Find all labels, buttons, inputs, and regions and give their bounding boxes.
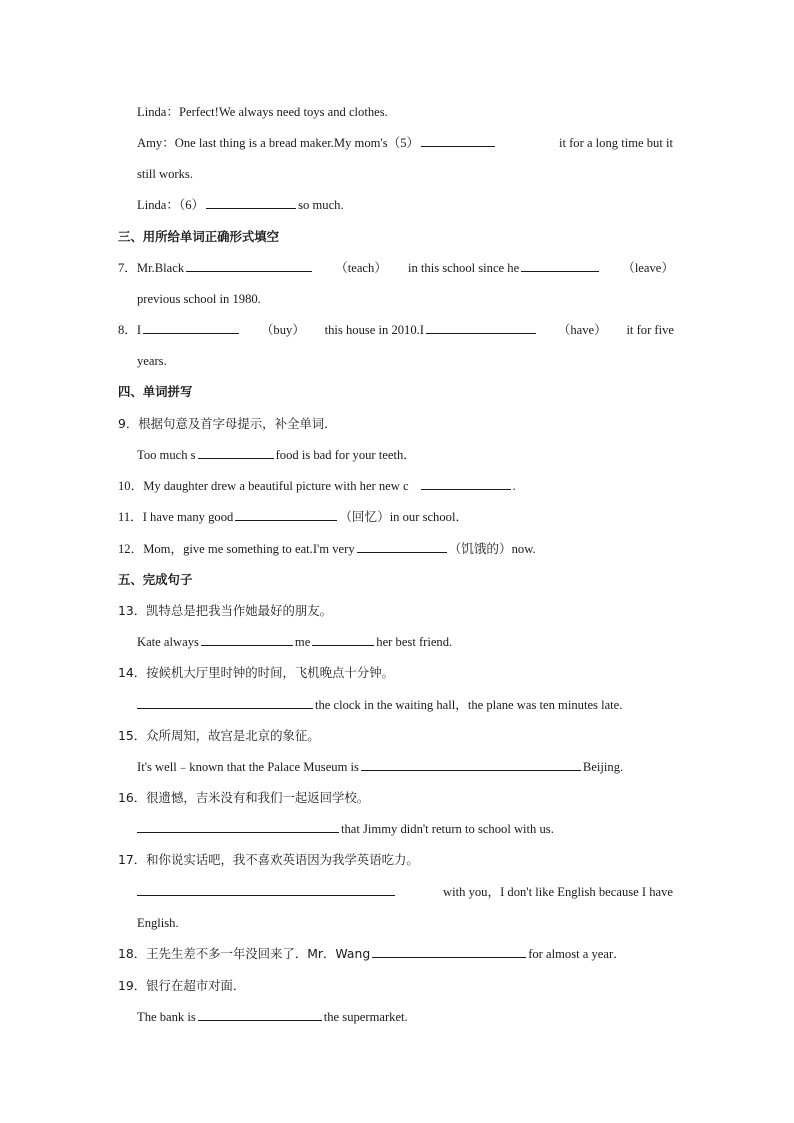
question-16-sentence: that Jimmy didn't return to school with us. xyxy=(137,820,554,838)
answer-blank-7a[interactable] xyxy=(186,259,312,272)
question-8: 8．I （buy） this house in 2010.I （have） it for five xyxy=(118,323,674,337)
answer-blank-9[interactable] xyxy=(198,446,274,459)
answer-blank-15[interactable] xyxy=(361,758,581,771)
dialog-line-linda: Linda：Perfect!We always need toys and clothes. xyxy=(137,105,388,119)
section-5-title: 五、完成句子 xyxy=(118,572,193,587)
answer-blank-5[interactable] xyxy=(421,134,495,147)
answer-blank-19[interactable] xyxy=(198,1008,322,1021)
answer-blank-14[interactable] xyxy=(137,696,313,709)
answer-blank-6[interactable] xyxy=(206,196,296,209)
answer-blank-16[interactable] xyxy=(137,820,339,833)
question-10: 10．My daughter drew a beautiful picture with her new c . xyxy=(118,479,516,493)
question-17: 17．和你说实话吧，我不喜欢英语因为我学英语吃力。 xyxy=(118,852,419,867)
question-7: 7．Mr.Black （teach） in this school since he （leave） xyxy=(118,261,674,275)
answer-blank-18[interactable] xyxy=(372,945,526,958)
question-13: 13．凯特总是把我当作她最好的朋友。 xyxy=(118,603,333,618)
question-17-sentence: with you，I don't like English because I have xyxy=(137,883,673,901)
question-13-sentence: Kate always me her best friend. xyxy=(137,635,453,649)
answer-blank-12[interactable] xyxy=(357,540,447,553)
question-14-sentence: the clock in the waiting hall，the plane was ten minutes late. xyxy=(137,696,622,714)
question-11: 11．I have many good （回忆）in our school． xyxy=(118,510,469,524)
dialog-line-linda-2: Linda：（6） so much. xyxy=(137,198,344,212)
section-3-title: 三、用所给单词正确形式填空 xyxy=(118,229,280,244)
question-17-cont: English. xyxy=(137,916,179,930)
question-12: 12．Mom，give me something to eat.I'm very （饥饿的）now. xyxy=(118,542,536,556)
answer-blank-8b[interactable] xyxy=(426,321,536,334)
question-15: 15．众所周知，故宫是北京的象征。 xyxy=(118,728,320,743)
answer-blank-13a[interactable] xyxy=(201,633,293,646)
question-19: 19．银行在超市对面． xyxy=(118,978,246,993)
question-15-sentence: It's well﹣known that the Palace Museum is Beijing. xyxy=(137,760,624,774)
dialog-line-amy: Amy：One last thing is a bread maker.My mom's（5） it for a long time but it xyxy=(137,136,673,150)
answer-blank-13b[interactable] xyxy=(312,633,374,646)
answer-blank-17[interactable] xyxy=(137,883,395,896)
section-4-title: 四、单词拼写 xyxy=(118,384,193,399)
answer-blank-10[interactable] xyxy=(421,477,511,490)
dialog-line-amy-cont: still works. xyxy=(137,167,193,181)
question-18: 18．王先生差不多一年没回来了．Mr．Wang for almost a year． xyxy=(118,946,626,961)
answer-blank-7b[interactable] xyxy=(521,259,599,272)
question-8-cont: years. xyxy=(137,354,167,368)
answer-blank-8a[interactable] xyxy=(143,321,239,334)
question-16: 16．很遗憾，吉米没有和我们一起返回学校。 xyxy=(118,790,370,805)
question-14: 14．按候机大厅里时钟的时间，飞机晚点十分钟。 xyxy=(118,665,394,680)
question-9: 9．根据句意及首字母提示，补全单词． xyxy=(118,416,337,431)
answer-blank-11[interactable] xyxy=(235,508,337,521)
question-9-sentence: Too much s food is bad for your teeth． xyxy=(137,448,416,462)
question-7-cont: previous school in 1980. xyxy=(137,292,261,306)
question-19-sentence: The bank is the supermarket. xyxy=(137,1010,408,1024)
